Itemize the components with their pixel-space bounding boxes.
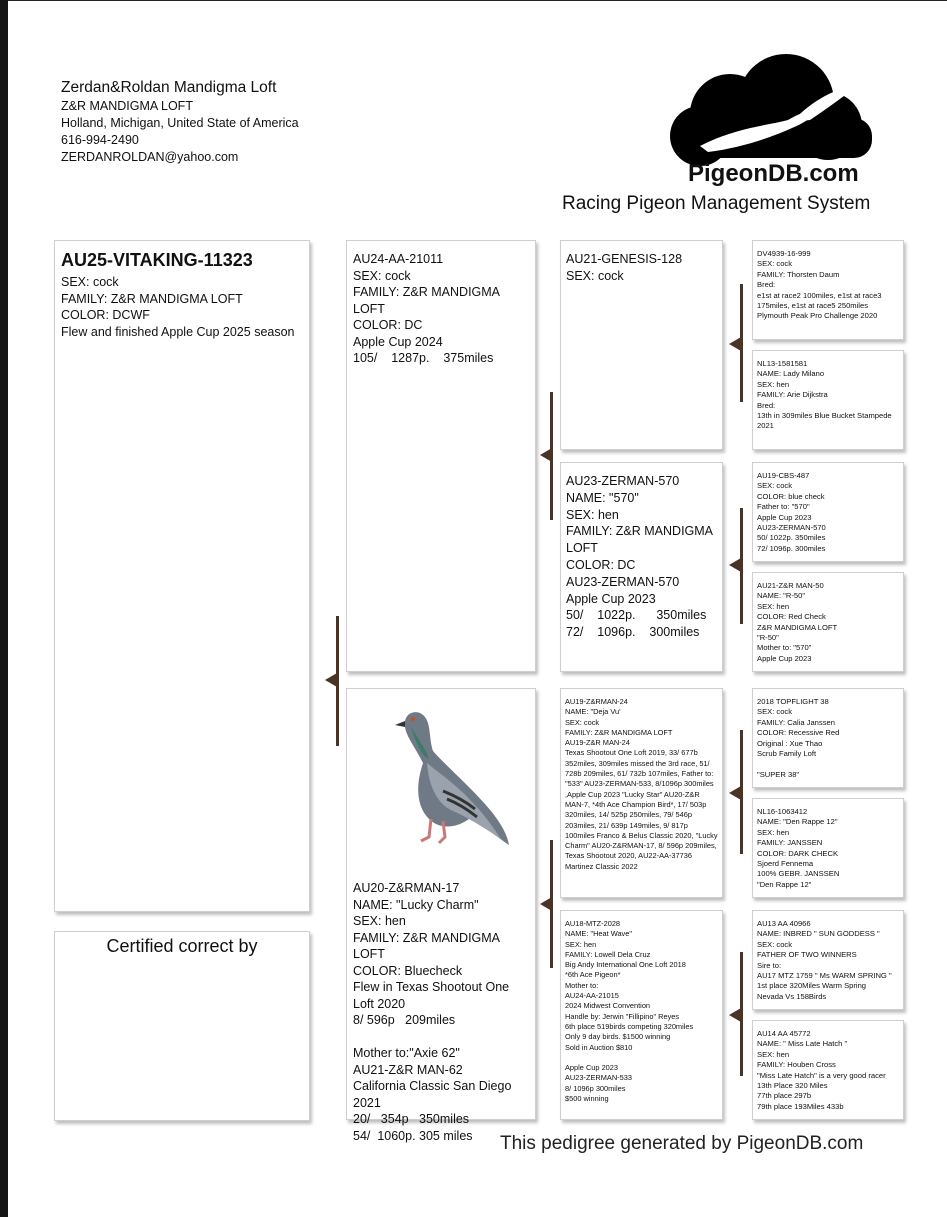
sdd-line: SEX: hen <box>757 601 790 611</box>
brand-subtitle: Racing Pigeon Management System <box>562 193 871 214</box>
connector-arrow <box>325 673 337 687</box>
sds-line: AU23-ZERMAN-570 <box>757 523 826 533</box>
dds-line: NAME: INBRED " SUN GODDESS " <box>757 929 880 939</box>
dds-line: Sire to: <box>757 960 782 970</box>
gen4-card-dsd <box>752 798 904 898</box>
sire-line: FAMILY: Z&R MANDIGMA LOFT <box>353 285 500 316</box>
pigeon-photo-icon <box>383 703 513 853</box>
dd-line: FAMILY: Lowell Dela Cruz <box>565 949 651 959</box>
sd-line: AU23-ZERMAN-570 <box>566 474 680 488</box>
dss-line: Original : Xue Thao <box>757 738 823 748</box>
sire-line: AU24-AA-21011 <box>353 252 444 266</box>
sds-line: AU19-CBS-487 <box>757 471 810 480</box>
dss-line: SEX: cock <box>757 707 793 717</box>
subject-ring: AU25-VITAKING-11323 <box>61 250 253 270</box>
ssd-line: SEX: hen <box>757 379 790 389</box>
sire-sire-card <box>560 240 723 450</box>
dam-line: AU20-Z&RMAN-17 <box>353 881 460 895</box>
ddd-line: NAME: " Miss Late Hatch " <box>757 1039 848 1049</box>
sss-line: e1st at race2 100miles, e1st at race3 175miles, e1st at race5 250miles <box>757 290 882 311</box>
subject-line: Flew and finished Apple Cup 2025 season <box>61 324 295 339</box>
dds-line: Nevada Vs 158Birds <box>757 991 827 1001</box>
connector-arrow <box>729 1008 741 1022</box>
dam-line: Flew in Texas Shootout One Loft 2020 <box>353 980 510 1011</box>
dam-line: Mother to:"Axie 62" <box>353 1046 460 1060</box>
dam-line: SEX: hen <box>353 914 406 928</box>
ddd-line: AU14 AA 45772 <box>757 1029 811 1038</box>
dd-line: NAME: "Heat Wave" <box>565 929 632 939</box>
ssd-line: NL13-1581581 <box>757 359 808 368</box>
dam-line: AU21-Z&R MAN-62 <box>353 1062 463 1077</box>
dd-line: $500 winning <box>565 1094 609 1104</box>
sire-line: SEX: cock <box>353 268 411 283</box>
dam-line: 8/ 596p 209miles <box>353 1013 456 1027</box>
sss-line: DV4939-16-999 <box>757 249 811 258</box>
brand-title: PigeonDB.com <box>688 160 859 187</box>
ds-line: SEX: cock <box>565 717 600 727</box>
owner-address: Holland, Michigan, United State of America <box>61 116 299 130</box>
gen4-card-sdd <box>752 572 904 672</box>
subject-line: SEX: cock <box>61 275 119 289</box>
dd-line: AU24-AA-21015 <box>565 991 619 1001</box>
dsd-line: "Den Rappe 12" <box>757 879 812 889</box>
dd-line: Only 9 day birds. $1500 winning <box>565 1032 671 1042</box>
dd-line: Handle by: Jerwin "Fillipino" Reyes <box>565 1011 680 1021</box>
dss-line: 2018 TOPFLIGHT 38 <box>757 697 829 706</box>
gen4-card-dds <box>752 910 904 1010</box>
footer-credit: This pedigree generated by PigeonDB.com <box>500 1133 864 1154</box>
sds-line: COLOR: blue check <box>757 491 825 501</box>
ds-line: FAMILY: Z&R MANDIGMA LOFT <box>565 727 673 737</box>
dd-line: Big Andy International One Loft 2018 <box>565 960 686 970</box>
sss-line: Plymouth Peak Pro Challenge 2020 <box>757 311 878 321</box>
sire-dam-card <box>560 462 723 672</box>
dd-line <box>565 1053 718 1063</box>
dam-line: California Classic San Diego 2021 <box>353 1079 512 1110</box>
dd-line: Mother to: <box>565 980 599 990</box>
ds-line: AU19-Z&RMAN-24 <box>565 697 628 706</box>
sds-line: Apple Cup 2023 <box>757 512 812 522</box>
dam-line: 20/ 354p 350miles <box>353 1112 470 1126</box>
ddd-line: FAMILY: Houben Cross <box>757 1060 836 1070</box>
ssd-line: NAME: Lady Milano <box>757 369 825 379</box>
sss-line: Bred: <box>757 280 776 290</box>
sdd-line: Mother to: "570" <box>757 643 812 653</box>
ds-line: AU19-Z&R MAN-24 <box>565 738 630 748</box>
dam-sire-card <box>560 688 723 898</box>
ssd-line: 13th in 309miles Blue Bucket Stampede 2021 <box>757 411 892 431</box>
gen4-card-ddd <box>752 1020 904 1120</box>
certified-label: Certified correct by <box>106 936 258 956</box>
connector-arrow <box>729 337 741 351</box>
sds-line: Father to: "570" <box>757 502 810 512</box>
dds-line: 1st place 320Miles Warm Spring <box>757 981 867 991</box>
dsd-line: NAME: "Den Rappe 12" <box>757 817 838 827</box>
dam-line: 54/ 1060p. 305 miles <box>353 1128 473 1143</box>
sdd-line: "R-50" <box>757 633 779 643</box>
sd-line: SEX: hen <box>566 507 619 522</box>
gen4-card-ssd <box>752 350 904 450</box>
ds-line: NAME: "Deja Vu' <box>565 707 621 717</box>
owner-loft: Z&R MANDIGMA LOFT <box>61 99 193 113</box>
dd-line: *6th Ace Pigeon* <box>565 970 621 980</box>
ss-line: AU21-GENESIS-128 <box>566 252 683 266</box>
dsd-line: SEX: hen <box>757 827 790 837</box>
ddd-line: "Miss Late Hatch" is a very good racer <box>757 1070 886 1080</box>
dam-line <box>353 1029 531 1046</box>
sd-line: 72/ 1096p. 300miles <box>566 625 700 640</box>
dsd-line: COLOR: DARK CHECK <box>757 848 839 858</box>
sds-line: 50/ 1022p. 350miles <box>757 533 826 543</box>
sdd-line: COLOR: Red Check <box>757 612 826 622</box>
sire-line: 105/ 1287p. 375miles <box>353 351 494 365</box>
dd-line: AU23-ZERMAN-533 <box>565 1073 632 1083</box>
owner-email: ZERDANROLDAN@yahoo.com <box>61 150 239 164</box>
dss-line: FAMILY: Calia Janssen <box>757 717 835 727</box>
connector-arrow <box>540 448 552 462</box>
left-edge-bar <box>0 0 8 1217</box>
subject-line: FAMILY: Z&R MANDIGMA LOFT <box>61 291 243 306</box>
dss-line: "SUPER 38" <box>757 769 800 779</box>
sdd-line: Apple Cup 2023 <box>757 653 812 663</box>
dd-line: SEX: hen <box>565 939 597 949</box>
dd-line: AU18-MTZ-2028 <box>565 919 621 928</box>
gen4-card-sss <box>752 240 904 340</box>
sds-line: 72/ 1096p. 300miles <box>757 543 826 553</box>
dss-line: Scrub Family Loft <box>757 749 817 759</box>
sds-line: SEX: cock <box>757 481 793 491</box>
dss-line: COLOR: Recessive Red <box>757 728 840 738</box>
sdd-line: Z&R MANDIGMA LOFT <box>757 622 838 632</box>
sd-line: COLOR: DC <box>566 557 636 572</box>
dd-line: 2024 Midwest Convention <box>565 1001 651 1011</box>
certified-box <box>54 931 310 1121</box>
sd-line: Apple Cup 2023 <box>566 591 656 606</box>
dds-line: SEX: cock <box>757 939 793 949</box>
subject-card <box>54 240 310 912</box>
ddd-line: 13th Place 320 Miles <box>757 1081 828 1091</box>
sd-line: NAME: "570" <box>566 490 639 505</box>
sd-line: FAMILY: Z&R MANDIGMA LOFT <box>566 524 713 556</box>
dd-line: 6th place 519birds competing 320miles <box>565 1021 694 1031</box>
sdd-line: NAME: "R-50" <box>757 591 806 601</box>
ddd-line: 77th place 297b <box>757 1091 812 1101</box>
subject-line: COLOR: DCWF <box>61 308 150 322</box>
dd-line: Apple Cup 2023 <box>565 1063 619 1073</box>
dam-line: COLOR: Bluecheck <box>353 963 463 978</box>
sire-card <box>346 240 536 672</box>
gen4-card-dss <box>752 688 904 788</box>
sire-line: Apple Cup 2024 <box>353 334 443 349</box>
dam-dam-card <box>560 910 723 1120</box>
ssd-line: FAMILY: Arie Dijkstra <box>757 390 828 400</box>
dsd-line: 100% GEBR. JANSSEN <box>757 869 840 879</box>
dam-line: NAME: "Lucky Charm" <box>353 897 479 912</box>
dds-line: FATHER OF TWO WINNERS <box>757 950 857 960</box>
dsd-line: NL16-1063412 <box>757 807 808 816</box>
ddd-line: 79th place 193Miles 433b <box>757 1101 844 1111</box>
owner-info <box>61 78 299 166</box>
owner-phone: 616-994-2490 <box>61 133 139 147</box>
dsd-line: Sjoerd Fennema <box>757 859 814 869</box>
connector-arrow <box>729 558 741 572</box>
sdd-line: AU21-Z&R MAN-50 <box>757 581 824 590</box>
connector-arrow <box>729 786 741 800</box>
dd-line: Sold in Auction $810 <box>565 1042 633 1052</box>
top-edge-line <box>8 0 947 1</box>
sd-line: AU23-ZERMAN-570 <box>566 574 680 589</box>
sd-line: 50/ 1022p. 350miles <box>566 608 707 623</box>
connector-arrow <box>540 897 552 911</box>
dds-line: AU13 AA 40966 <box>757 919 811 928</box>
dd-line: 8/ 1096p 300miles <box>565 1083 626 1093</box>
owner-name: Zerdan&Roldan Mandigma Loft <box>61 79 277 96</box>
gen4-card-sds <box>752 462 904 562</box>
sire-line: COLOR: DC <box>353 318 423 332</box>
sss-line: FAMILY: Thorsten Daum <box>757 269 840 279</box>
ds-line: Texas Shootout One Loft 2019, 33/ 677b 352miles, 309miles missed the 3rd race, 51/ 728b 209miles, 61/ 732b 107miles, Father to: "533" AU23-ZERMAN-533, 8/1096p 300miles ,Apple Cup 2023 "Lucky Star" AU20-Z&R MAN-7, *4th Ace Champion Bird*, 17/ 503p 320miles, 14/ 525p 250miles, 79/ 546p 203miles, 21/ 639p 149miles, 9/ 817p 100miles Franco & Belus Classic 2020, "Lucky Charm" AU20-Z&RMAN-17, 8/ 596p 209miles, Texas Shootout 2020, AU22-AA-37736 Martinez Classic 2022 <box>565 748 718 871</box>
sss-line: SEX: cock <box>757 259 793 269</box>
dss-line <box>757 759 899 769</box>
dam-card <box>346 688 536 1143</box>
ddd-line: SEX: hen <box>757 1049 790 1059</box>
dsd-line: FAMILY: JANSSEN <box>757 838 823 848</box>
ssd-line: Bred: <box>757 400 776 410</box>
ss-line: SEX: cock <box>566 268 624 283</box>
dam-line: FAMILY: Z&R MANDIGMA LOFT <box>353 930 500 961</box>
dds-line: AU17 MTZ 1759 " Ms WARM SPRING " <box>757 971 892 981</box>
